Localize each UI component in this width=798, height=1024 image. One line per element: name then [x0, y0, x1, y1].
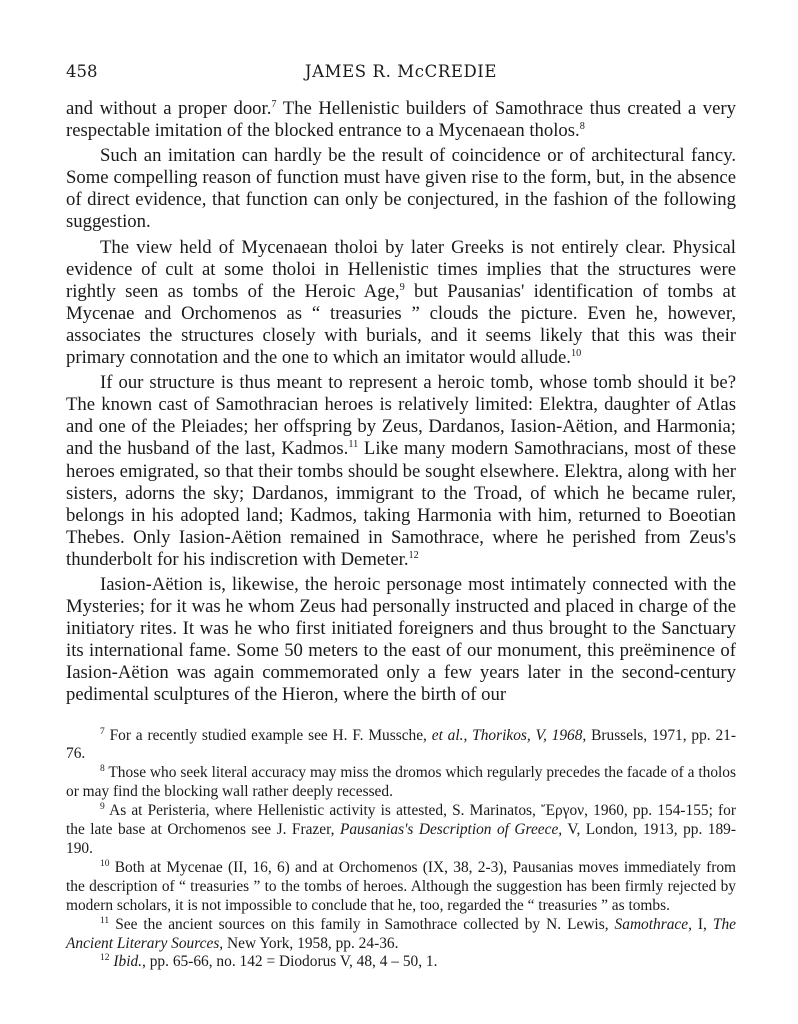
footnote-number: 7 — [100, 725, 105, 737]
paragraph — [66, 372, 736, 571]
footnote-9 — [66, 802, 736, 859]
footnote-text: Brussels, 1971, pp. 21-76. — [66, 726, 736, 763]
footnote-ref: 12 — [408, 549, 419, 561]
paragraph-text: The view held of Mycenaean tholoi by later Greeks is not entirely clear. Physical evidence of cult at some tholoi in Hellenistic times implies that the structures were rightly seen as tombs of the Heroic Age, — [66, 236, 736, 302]
body-text — [66, 98, 736, 707]
paragraph-text: Such an imitation can hardly be the result of coincidence or of architectural fancy. Some compelling reason of function must have given rise to the form, but, in the absence of direct evidence, that function can only be conjectured, in the fashion of the following suggestion. — [66, 145, 736, 233]
paragraph-text: Iasion-Aëtion is, likewise, the heroic personage most intimately connected with the Mysteries; for it was he whom Zeus had personally instructed and placed in charge of the initiatory rites. It was he who first initiated foreigners and thus brought to the Sanctuary its international fame. Some 50 meters to the east of our monument, this preëminence of Iasion-Aëtion was again commemorated only a few years later in the second-century pedimental sculptures of the Hieron, where the birth of our — [66, 573, 736, 706]
footnote-ref: 11 — [348, 439, 359, 451]
footnotes — [66, 727, 736, 973]
paragraph-text: Like many modern Samothracians, most of these heroes emigrated, so that their tombs should be sought elsewhere. Elektra, along with her sisters, adorns the sky; Dardanos, immigrant to the Troad, of which he became ruler, belongs in his adopted land; Kadmos, taking Harmonia with him, returned to Boeotian Thebes. Only Iasion-Aëtion remained in Samothrace, where he perished from Zeus's thunderbolt for his indiscretion with Demeter. — [66, 438, 736, 570]
footnote-text: For a recently studied example see H. F. Mussche, — [109, 726, 432, 744]
footnote-ref: 8 — [579, 120, 585, 132]
footnote-number: 12 — [100, 952, 110, 964]
running-head: JAMES R. McCREDIE — [304, 62, 498, 81]
footnote-text: I, — [691, 915, 713, 933]
footnote-italic: et al., Thorikos, V, 1968, — [431, 726, 587, 744]
footnote-text: As at Peristeria, where Hellenistic activity is attested, S. Marinatos, — [109, 802, 542, 820]
footnote-ref: 10 — [570, 347, 582, 359]
footnote-ref: 9 — [399, 281, 405, 293]
footnote-text: 1960, pp. 154-155; for the late base at Orchomenos see J. Frazer, — [66, 802, 736, 839]
footnote-number: 10 — [100, 857, 110, 869]
paragraph — [66, 145, 736, 233]
paragraph-text: The Hellenistic builders of Samothrace thus created a very respectable imitation of the blocked entrance to a Mycenaean tholos. — [66, 98, 736, 142]
footnote-7 — [66, 727, 736, 765]
paragraph-text: but Pausanias' identification of tombs at Mycenae and Orchomenos as “ treasuries ” clouds the picture. Even he, however, associates the structures closely with burials, and it seems likely that this was their primary connotation and the one to which an imitator would allude. — [66, 280, 736, 369]
page-number: 458 — [66, 62, 98, 81]
page — [66, 58, 736, 972]
footnote-text: pp. 65-66, no. 142 = Diodorus V, 48, 4 – 50, 1. — [145, 953, 438, 971]
footnote-text: Those who seek literal accuracy may miss the dromos which regularly precedes the facade of a tholos or may find the blocking wall rather deeply recessed. — [66, 764, 736, 801]
footnote-text: See the ancient sources on this family in Samothrace collected by N. Lewis, — [115, 915, 615, 933]
footnote-number: 8 — [100, 763, 105, 775]
footnote-8 — [66, 764, 736, 802]
paragraph-text: If our structure is thus meant to represent a heroic tomb, whose tomb should it be? The known cast of Samothracian heroes is relatively limited: Elektra, daughter of Atlas and one of the Pleiades; her offspring by Zeus, Dardanos, Iasion-Aëtion, and Harmonia; and the husband of the last, Kadmos. — [66, 372, 736, 460]
footnote-number: 9 — [100, 801, 105, 813]
footnote-italic: Ibid., — [113, 953, 146, 971]
paragraph — [66, 574, 736, 707]
footnote-number: 11 — [100, 914, 110, 926]
footnote-italic: The Ancient Literary Sources, — [66, 915, 736, 952]
footnote-italic: Pausanias's Description of Greece, — [339, 821, 563, 839]
footnote-12 — [66, 953, 736, 972]
footnote-text: V, London, 1913, pp. 189-190. — [66, 821, 736, 857]
paragraph — [66, 98, 736, 142]
footnote-greek-title: Ἔργον, — [541, 802, 588, 820]
footnote-text: Both at Mycenae (II, 16, 6) and at Orchomenos (IX, 38, 2-3), Pausanias moves immediately from the description of “ treasuries ” to the tombs of heroes. Although the suggestion has been firmly rejected by modern scholars, it is not impossible to conclude that he, too, regarded the “ treasuries ” as tombs. — [66, 858, 736, 914]
footnote-ref: 7 — [271, 98, 277, 110]
footnote-10 — [66, 859, 736, 916]
paragraph — [66, 237, 736, 370]
footnote-text: New York, 1958, pp. 24-36. — [223, 934, 399, 952]
paragraph-text: and without a proper door. — [66, 98, 272, 119]
page-header — [66, 58, 736, 84]
footnote-11 — [66, 916, 736, 954]
footnote-italic: Samothrace, — [614, 915, 692, 933]
